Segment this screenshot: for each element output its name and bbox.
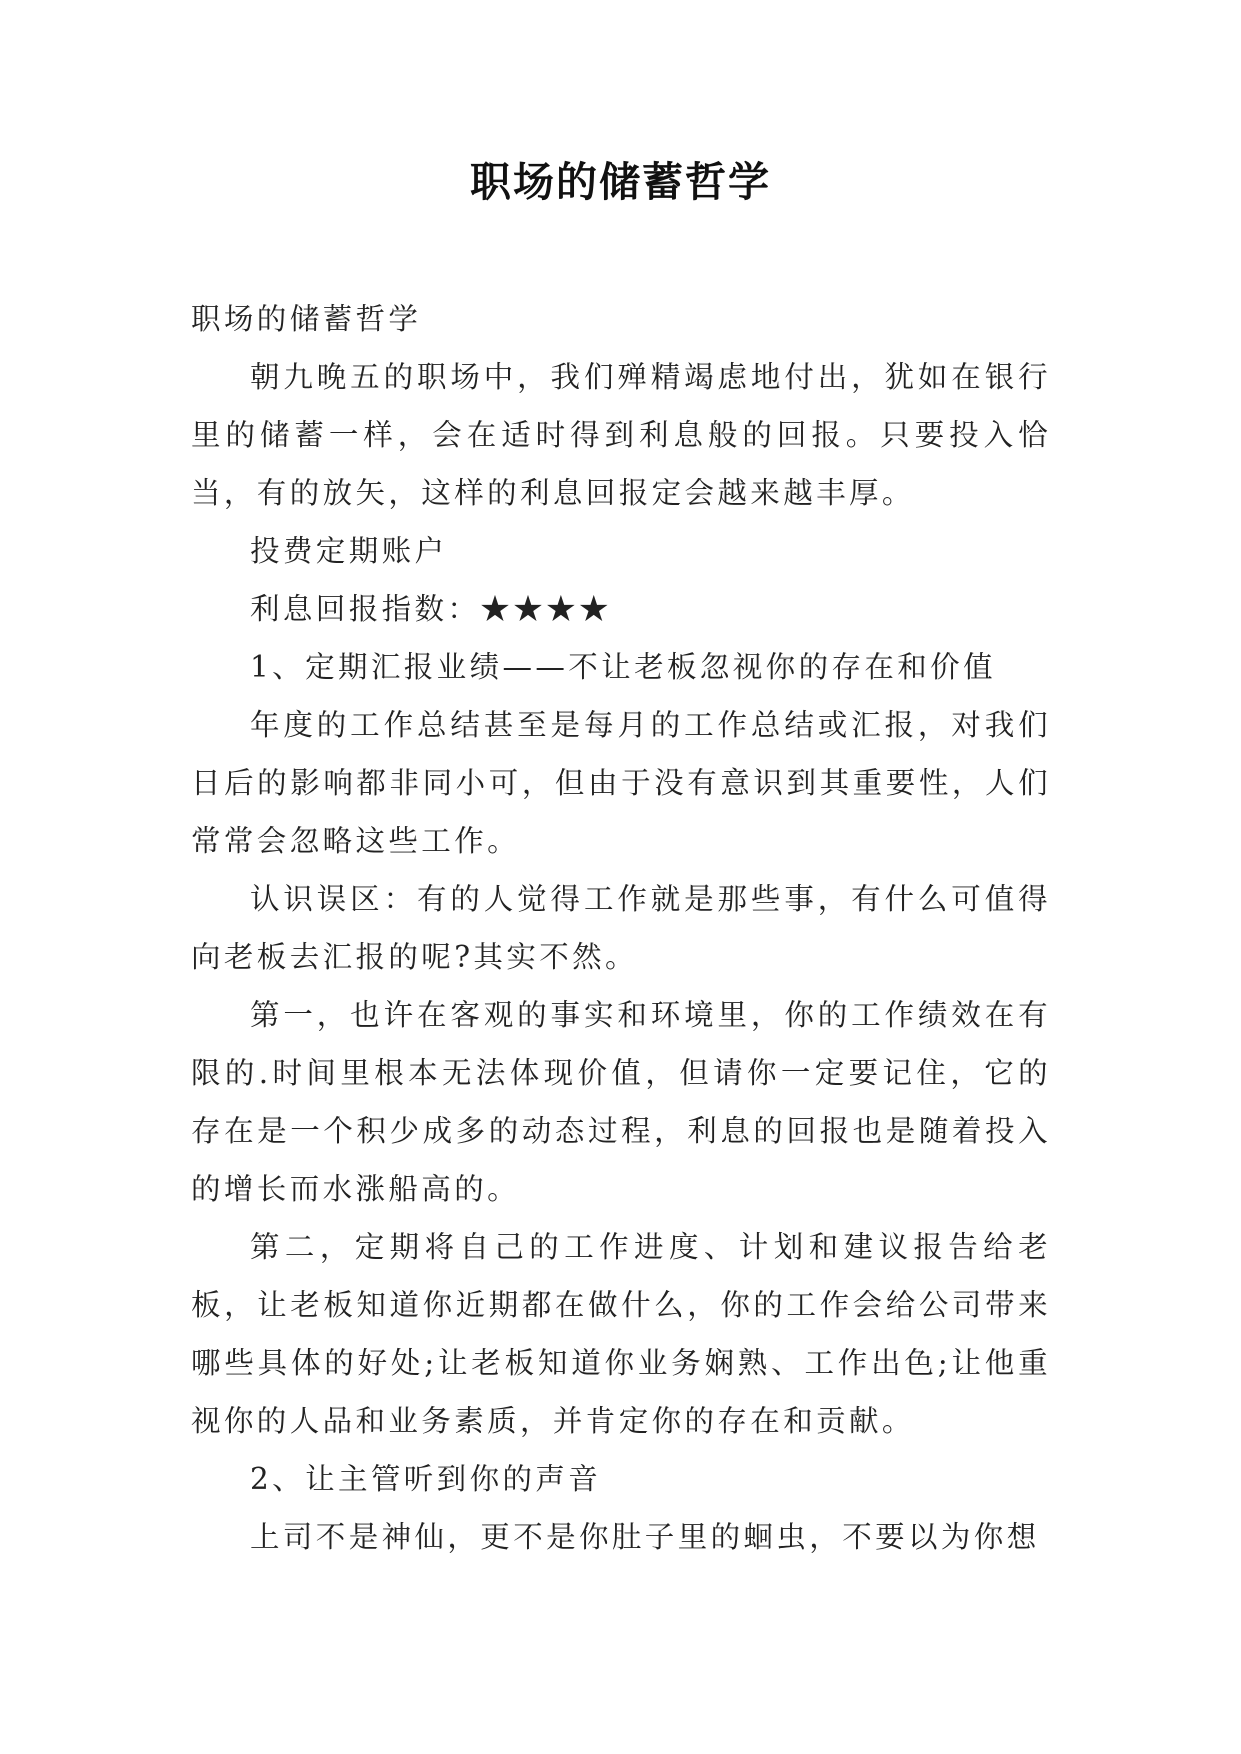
- item-heading-2: 2、让主管听到你的声音: [250, 1462, 602, 1496]
- paragraph-misconception: 认识误区：有的人觉得工作就是那些事，有什么可值得向老板去汇报的呢?其实不然。: [191, 882, 1051, 974]
- paragraph-second-point: 第二，定期将自己的工作进度、计划和建议报告给老板，让老板知道你近期都在做什么，你的工作会给公司带来哪些具体的好处;让老板知道你业务娴熟、工作出色;让他重视你的人品和业务素质，并肯定你的存在和贡献。: [191, 1230, 1051, 1438]
- paragraph-summary-reports: 年度的工作总结甚至是每月的工作总结或汇报，对我们日后的影响都非同小可，但由于没有意识到其重要性，人们常常会忽略这些工作。: [191, 708, 1051, 858]
- document-body: [191, 290, 1051, 1566]
- document-title: 职场的储蓄哲学: [470, 158, 771, 206]
- section-heading-fixed-account: 投费定期账户: [250, 534, 448, 568]
- return-index-rating: 利息回报指数：★★★★: [250, 592, 612, 626]
- paragraph-first-point: 第一，也许在客观的事实和环境里，你的工作绩效在有限的.时间里根本无法体现价值，但请你一定要记住，它的存在是一个积少成多的动态过程，利息的回报也是随着投入的增长而水涨船高的。: [191, 998, 1051, 1206]
- paragraph-intro: 朝九晚五的职场中，我们殚精竭虑地付出，犹如在银行里的储蓄一样，会在适时得到利息般的回报。只要投入恰当，有的放矢，这样的利息回报定会越来越丰厚。: [191, 360, 1051, 510]
- paragraph-subtitle: 职场的储蓄哲学: [191, 302, 422, 336]
- item-heading-1: 1、定期汇报业绩——不让老板忽视你的存在和价值: [250, 650, 996, 684]
- paragraph-boss-not-mind-reader: 上司不是神仙，更不是你肚子里的蛔虫，不要以为你想: [250, 1520, 1040, 1554]
